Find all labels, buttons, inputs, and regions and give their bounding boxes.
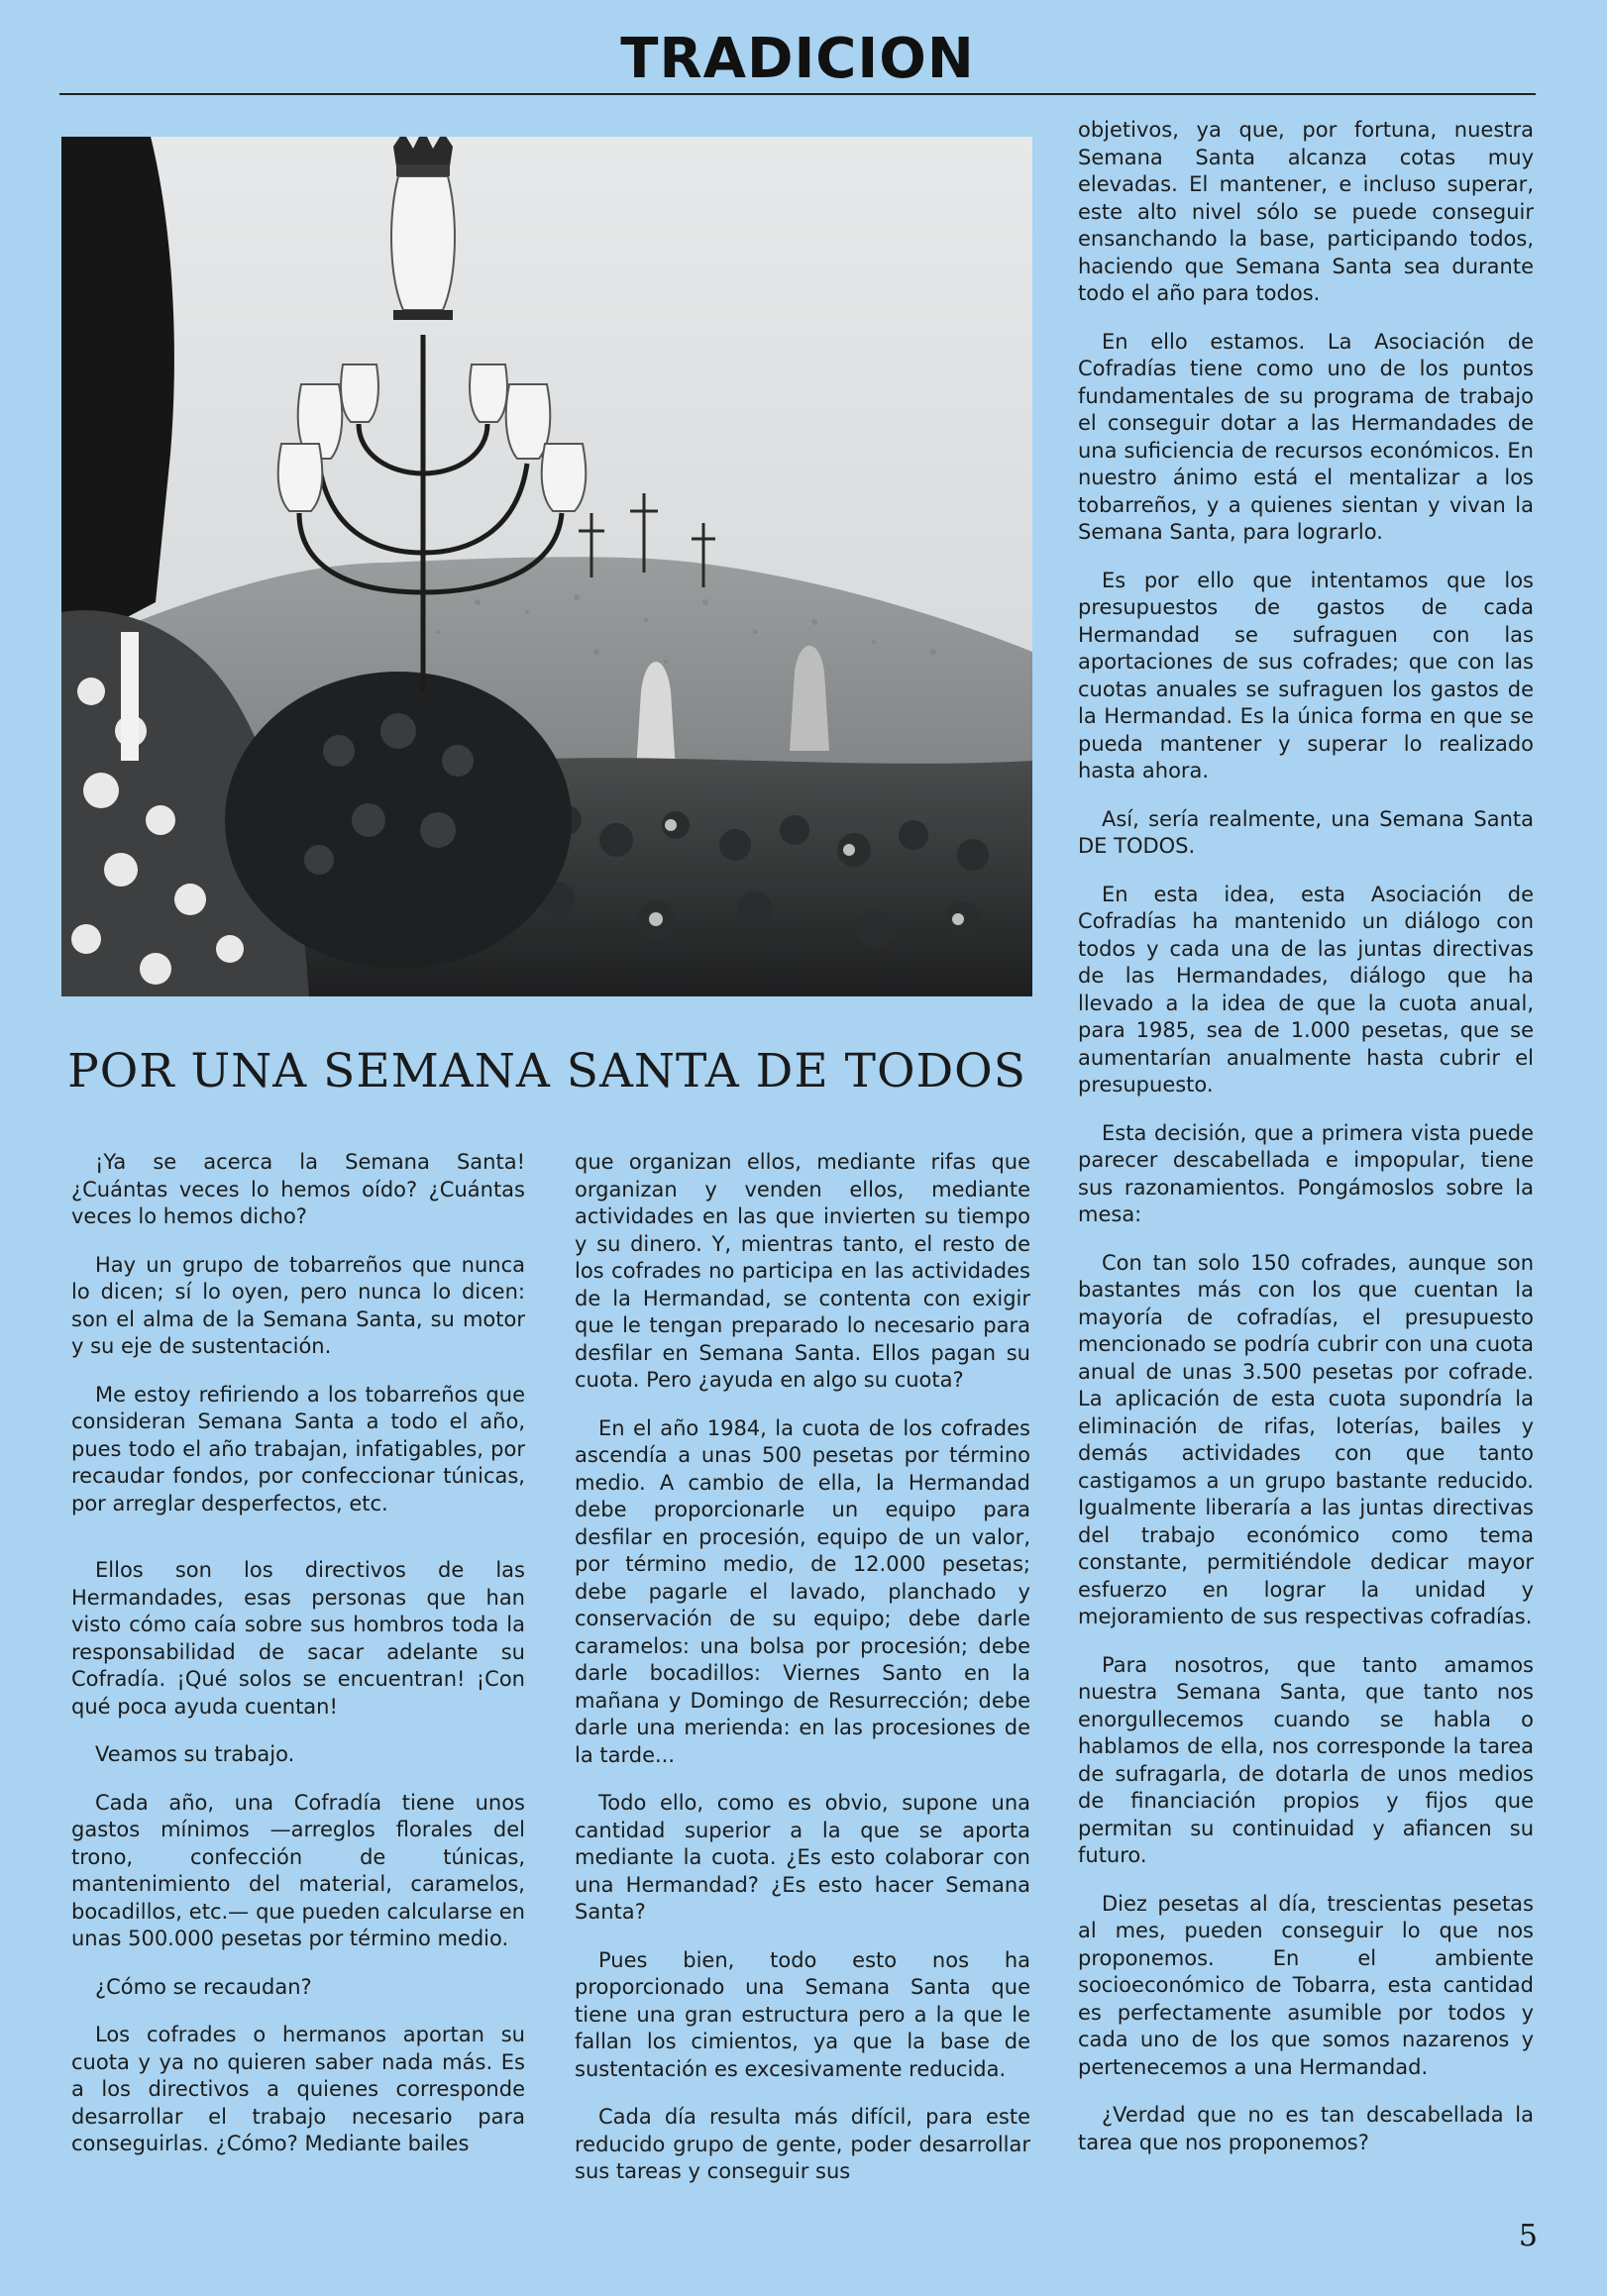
article-column-3 (1078, 117, 1534, 2177)
paragraph: Con tan solo 150 cofrades, aunque son bastantes más con los que cuentan la mayoría de cofradías, el presupuesto mencionado se podría cubrir con una cuota anual de unas 3.500 pesetas por cofrade. La aplicación de esta cuota supondría la eliminación de rifas, loterías, bailes y demás actividades con que tanto castigamos a un grupo bastante reducido. Igualmente liberaría a las juntas directivas del trabajo económico como tema constante, permitiéndole dedicar mayor esfuerzo en lograr la unidad y mejoramiento de sus respectivas cofradías. (1078, 1250, 1534, 1628)
paragraph: Pues bien, todo esto nos ha proporcionado una Semana Santa que tiene una gran estructura pero a la que le fallan los cimientos, ya que la base de sustentación es excesivamente reducida. (575, 1947, 1030, 2081)
paragraph: que organizan ellos, mediante rifas que organizan y venden ellos, mediante actividades en las que invierten su tiempo y su dinero. Y, mientras tanto, el resto de los cofrades no participa en las actividades de la Hermandad, se contenta con exigir que le tengan preparado lo necesario para desfilar en Semana Santa. Ellos pagan su cuota. Pero ¿ayuda en algo su cuota? (575, 1150, 1030, 1392)
paragraph: Hay un grupo de tobarreños que nunca lo dicen; sí lo oyen, pero nunca lo dicen: son el alma de la Semana Santa, su motor y su eje de sustentación. (71, 1252, 525, 1358)
paragraph: ¿Cómo se recaudan? (95, 1974, 312, 1999)
paragraph: ¿Verdad que no es tan descabellada la tarea que nos proponemos? (1078, 2103, 1534, 2154)
masthead-rule (59, 93, 1536, 95)
masthead (59, 22, 1536, 101)
paragraph: Ellos son los directivos de las Hermandades, esas personas que han visto cómo caía sobre sus hombros toda la responsabilidad de sacar adelante su Cofradía. ¡Qué solos se encuentran! ¡Con qué poca ayuda cuentan! (71, 1558, 525, 1719)
paragraph: Para nosotros, que tanto amamos nuestra Semana Santa, que tanto nos enorgullecemos cuando se habla o hablamos de ella, nos corresponde la tarea de sufragarla, de dotarla de unos medios de financiación propios y fijos que permitan su continuidad y afiancen su futuro. (1078, 1652, 1534, 1867)
procession-photo (61, 137, 1032, 996)
page-number: 5 (1518, 2219, 1538, 2253)
paragraph: ¡Ya se acerca la Semana Santa! ¿Cuántas veces lo hemos oído? ¿Cuántas veces lo hemos dicho? (71, 1150, 525, 1228)
section-title: TRADICION (620, 27, 975, 91)
article-headline: POR UNA SEMANA SANTA DE TODOS (67, 1044, 1026, 1098)
paragraph: Veamos su trabajo. (95, 1742, 295, 1766)
article-column-2 (575, 1149, 1030, 2207)
paragraph: Los cofrades o hermanos aportan su cuota y ya no quieren saber nada más. Es a los directivos a quienes corresponde desarrollar el trabajo necesario para conseguirlas. ¿Cómo? Mediante bailes (71, 2023, 525, 2155)
paragraph: Cada año, una Cofradía tiene unos gastos mínimos —arreglos florales del trono, confección de túnicas, mantenimiento del material, caramelos, bocadillos, etc.— que pueden calcularse en unas 500.000 pesetas por término medio. (71, 1790, 525, 1950)
paragraph: Diez pesetas al día, trescientas pesetas al mes, pueden conseguir lo que nos proponemos. En el ambiente socioeconómico de Tobarra, esta cantidad es perfectamente asumible por todos y cada uno de los que somos nazarenos y pertenecemos a una Hermandad. (1078, 1891, 1534, 2079)
paragraph: Es por ello que intentamos que los presupuestos de gastos de cada Hermandad se sufraguen con las aportaciones de sus cofrades; que con las cuotas anuales se sufraguen los gastos de la Hermandad. Es la única forma en que se pueda mantener y superar lo realizado hasta ahora. (1078, 568, 1534, 783)
paragraph: En el año 1984, la cuota de los cofrades ascendía a unas 500 pesetas por término medio. A cambio de ella, la Hermandad debe proporcionarle un equipo para desfilar en procesión, equipo de un valor, por término medio, de 12.000 pesetas; debe pagarle el lavado, planchado y conservación de su equipo; debe darle caramelos: una bolsa por procesión; debe darle bocadillos: Viernes Santo en la mañana y Domingo de Resurrección; debe darle una merienda: en las procesiones de la tarde... (575, 1415, 1030, 1767)
paragraph: objetivos, ya que, por fortuna, nuestra Semana Santa alcanza cotas muy elevadas. El mantener, e incluso superar, este alto nivel sólo se puede conseguir ensanchando la base, participando todos, haciendo que Semana Santa sea durante todo el año para todos. (1078, 118, 1534, 305)
article-column-1 (71, 1149, 525, 2179)
paragraph: Todo ello, como es obvio, supone una cantidad superior a la que se aporta mediante la cuota. ¿Es esto colaborar con una Hermandad? ¿Es esto hacer Semana Santa? (575, 1791, 1030, 1924)
paragraph: En ello estamos. La Asociación de Cofradías tiene como uno de los puntos fundamentales de su programa de trabajo el conseguir dotar a las Hermandades de una suficiencia de recursos económicos. En nuestro ánimo está el mentalizar a los tobarreños, y a quienes sientan y vivan la Semana Santa, para lograrlo. (1078, 329, 1534, 544)
paragraph: En esta idea, esta Asociación de Cofradías ha mantenido un diálogo con todos y cada una de las juntas directivas de las Hermandades, diálogo que ha llevado a la idea de que la cuota anual, para 1985, sea de 1.000 pesetas, que se aumentarían anualmente hasta cubrir el presupuesto. (1078, 882, 1534, 1096)
paragraph: Esta decisión, que a primera vista puede parecer descabellada e impopular, tiene sus razonamientos. Pongámoslos sobre la mesa: (1078, 1120, 1534, 1226)
paragraph: Así, sería realmente, una Semana Santa DE TODOS. (1078, 806, 1534, 858)
paragraph: Me estoy refiriendo a los tobarreños que consideran Semana Santa a todo el año, pues todo el año trabajan, infatigables, por recaudar fondos, por confeccionar túnicas, por arreglar desperfectos, etc. (71, 1382, 525, 1515)
paragraph: Cada día resulta más difícil, para este reducido grupo de gente, poder desarrollar sus tareas y conseguir sus (575, 2105, 1030, 2183)
